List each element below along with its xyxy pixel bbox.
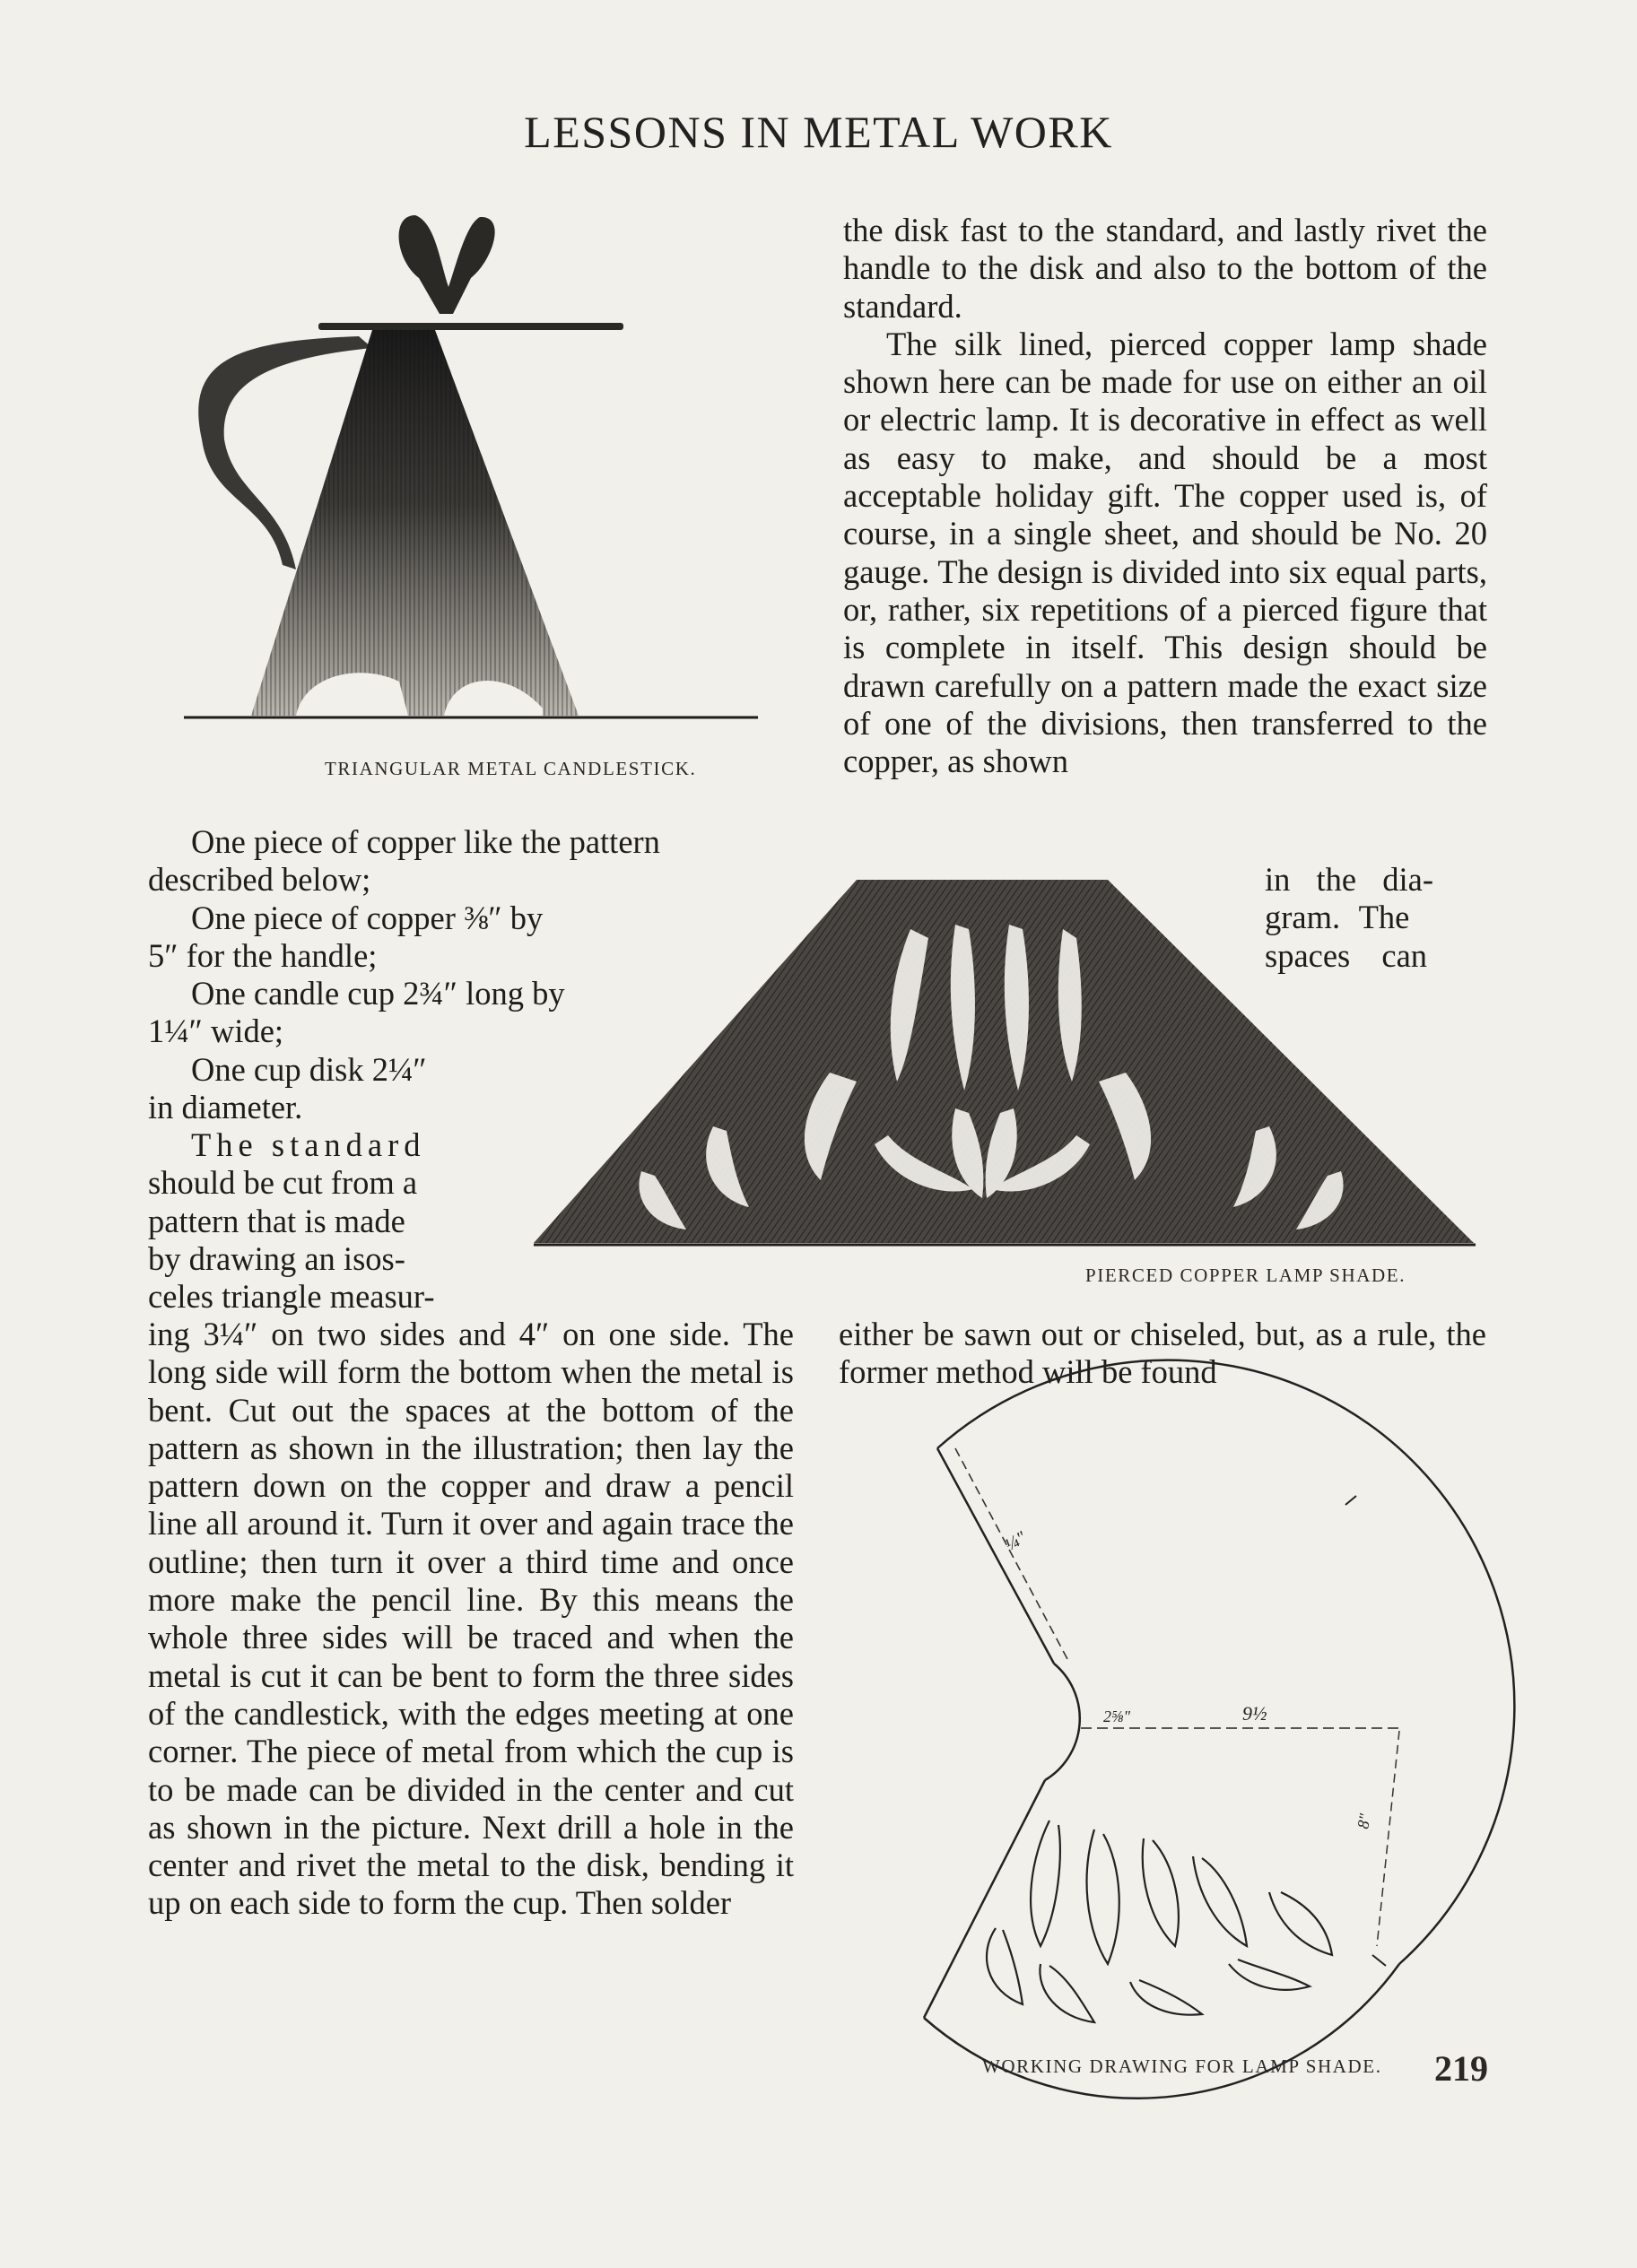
list-item: 5″ for the handle;: [148, 936, 378, 974]
list-item: 1¼″ wide;: [148, 1012, 284, 1050]
working-drawing: [924, 1408, 1507, 2090]
list-item: One piece of copper ⅜″ by: [191, 899, 544, 936]
candlestick-caption: TRIANGULAR METAL CANDLESTICK.: [325, 758, 697, 779]
right-column-top: [843, 212, 1487, 780]
text-line: pattern that is made: [148, 1202, 405, 1239]
inner-radius-label: 2⅝": [1103, 1708, 1131, 1725]
edge-label: ¼": [1001, 1527, 1030, 1556]
text-line: in the dia-: [1265, 861, 1433, 898]
lamp-shade-caption: PIERCED COPPER LAMP SHADE.: [1085, 1264, 1406, 1286]
arc-height-label: 8": [1354, 1812, 1374, 1830]
text-line: The standard: [191, 1126, 426, 1163]
text-line: spaces can: [1265, 936, 1428, 974]
standard-text: [148, 1126, 435, 1316]
list-item: One candle cup 2¾″ long by: [191, 975, 565, 1012]
text-line: should be cut from a: [148, 1164, 418, 1202]
outer-radius-label: 9½: [1242, 1702, 1267, 1725]
working-drawing-caption: WORKING DRAWING FOR LAMP SHADE.: [982, 2055, 1382, 2077]
list-item: described below;: [148, 861, 371, 899]
lamp-shade-illustration: [534, 875, 1476, 1252]
list-item: One cup disk 2¼″: [191, 1050, 427, 1088]
running-header: LESSONS IN METAL WORK: [524, 107, 1113, 157]
paragraph: The silk lined, pierced copper lamp shade shown here can be made for use on either an oil or electric lamp. It is decorative in effect as well as easy to make, and should be a most acceptable holiday gift. The copper used is, of course, in a single sheet, and should be No. 20 gauge. The design is divided into six equal parts, or, rather, six repetitions of a pierced figure that is complete in itself. This design should be drawn carefully on a pattern made the exact size of one of the divisions, then transferred to the copper, as shown: [843, 325, 1487, 780]
text-line: gram. The: [1265, 899, 1410, 936]
paragraph: the disk fast to the standard, and lastly rivet the handle to the disk and also to the bottom of the standard.: [843, 212, 1487, 325]
candlestick-illustration: [184, 206, 758, 726]
text-line: by drawing an isos-: [148, 1239, 405, 1277]
right-column-bottom: either be sawn out or chiseled, but, as a rule, the former method will be found: [839, 1316, 1486, 1391]
list-item: in diameter.: [148, 1089, 303, 1126]
left-column-paragraph: ing 3¼″ on two sides and 4″ on one side. The long side will form the bottom when the metal is bent. Cut out the spaces at the bottom of the pattern as shown in the illustration; then lay the pattern down on the copper and draw a pencil line all around it. Turn it over and again trace the outline; then turn it over a third time and once more make the pencil line. By this means the whole three sides will be traced and when the metal is cut it can be bent to form the three sides of the candlestick, with the edges meeting at one corner. The piece of metal from which the cup is to be made can be divided in the center and cut as shown in the picture. Next drill a hole in the center and rivet the metal to the disk, bending it up on each side to form the cup. Then solder: [148, 1316, 794, 1922]
page-number: 219: [1434, 2048, 1488, 2089]
text-line: celes triangle measur-: [148, 1278, 435, 1316]
list-item: One piece of copper like the pattern: [191, 823, 660, 860]
